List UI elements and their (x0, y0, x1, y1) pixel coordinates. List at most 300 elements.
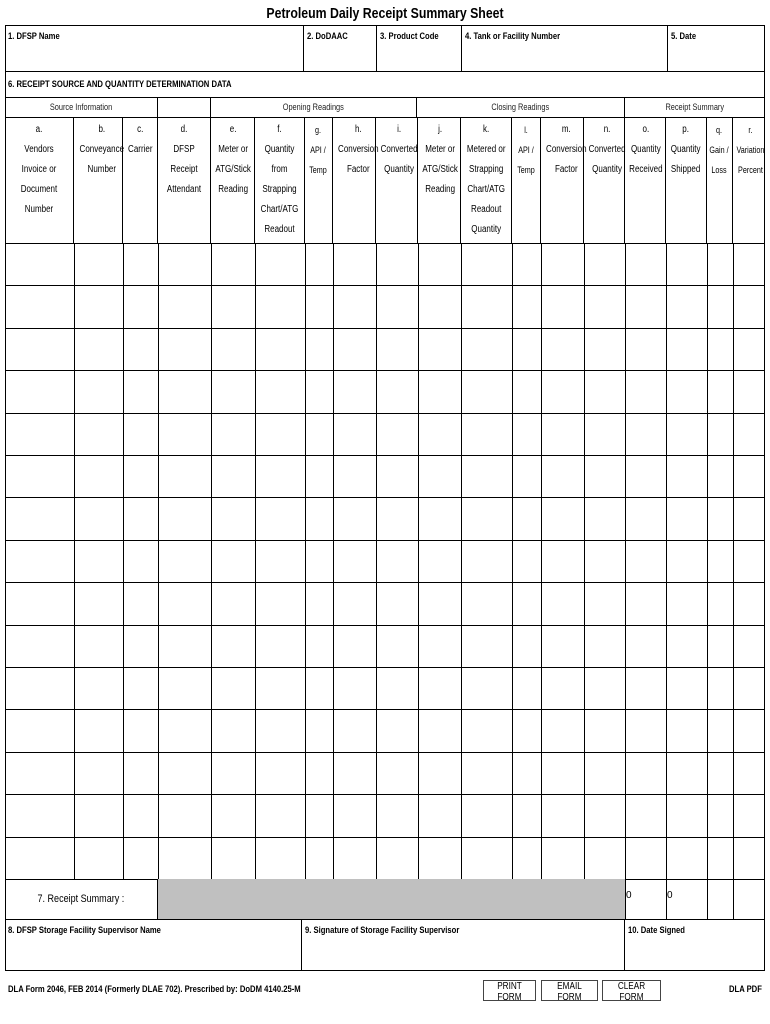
cell-c[interactable] (123, 752, 158, 794)
cell-b[interactable] (74, 837, 123, 879)
cell-n[interactable] (584, 794, 625, 836)
cell-m[interactable] (541, 413, 584, 455)
cell-a[interactable] (5, 709, 74, 751)
cell-f[interactable] (255, 582, 305, 624)
cell-r[interactable] (733, 243, 765, 285)
cell-f[interactable] (255, 413, 305, 455)
receipt-summary-received[interactable]: 0 (626, 890, 632, 901)
cell-n[interactable] (584, 370, 625, 412)
cell-q[interactable] (707, 540, 733, 582)
cell-d[interactable] (158, 837, 211, 879)
cell-k[interactable] (461, 370, 512, 412)
cell-h[interactable] (333, 285, 376, 327)
cell-c[interactable] (123, 582, 158, 624)
cell-e[interactable] (211, 540, 255, 582)
supervisor-name-field[interactable] (5, 919, 302, 971)
cell-i[interactable] (376, 370, 418, 412)
cell-o[interactable] (625, 413, 666, 455)
cell-l[interactable] (512, 497, 541, 539)
cell-f[interactable] (255, 709, 305, 751)
cell-e[interactable] (211, 582, 255, 624)
print-form-button[interactable]: PRINT FORM (483, 980, 536, 1001)
cell-l[interactable] (512, 370, 541, 412)
cell-c[interactable] (123, 837, 158, 879)
cell-h[interactable] (333, 328, 376, 370)
cell-p[interactable] (666, 752, 707, 794)
cell-j[interactable] (418, 328, 461, 370)
cell-k[interactable] (461, 794, 512, 836)
cell-b[interactable] (74, 752, 123, 794)
cell-i[interactable] (376, 752, 418, 794)
cell-c[interactable] (123, 370, 158, 412)
cell-e[interactable] (211, 752, 255, 794)
cell-j[interactable] (418, 370, 461, 412)
cell-i[interactable] (376, 625, 418, 667)
cell-b[interactable] (74, 582, 123, 624)
cell-i[interactable] (376, 497, 418, 539)
cell-r[interactable] (733, 667, 765, 709)
cell-l[interactable] (512, 285, 541, 327)
cell-i[interactable] (376, 540, 418, 582)
cell-p[interactable] (666, 285, 707, 327)
cell-q[interactable] (707, 837, 733, 879)
cell-i[interactable] (376, 582, 418, 624)
cell-c[interactable] (123, 667, 158, 709)
cell-h[interactable] (333, 709, 376, 751)
cell-m[interactable] (541, 709, 584, 751)
receipt-summary-shipped[interactable]: 0 (667, 890, 673, 901)
cell-n[interactable] (584, 413, 625, 455)
cell-j[interactable] (418, 285, 461, 327)
cell-j[interactable] (418, 540, 461, 582)
cell-g[interactable] (305, 625, 333, 667)
cell-g[interactable] (305, 285, 333, 327)
cell-o[interactable] (625, 540, 666, 582)
cell-b[interactable] (74, 243, 123, 285)
cell-f[interactable] (255, 285, 305, 327)
cell-p[interactable] (666, 667, 707, 709)
cell-o[interactable] (625, 794, 666, 836)
cell-p[interactable] (666, 794, 707, 836)
cell-l[interactable] (512, 667, 541, 709)
cell-i[interactable] (376, 709, 418, 751)
cell-f[interactable] (255, 837, 305, 879)
cell-d[interactable] (158, 540, 211, 582)
column-divider (333, 243, 334, 879)
cell-f[interactable] (255, 625, 305, 667)
cell-l[interactable] (512, 413, 541, 455)
cell-o[interactable] (625, 455, 666, 497)
cell-o[interactable] (625, 625, 666, 667)
cell-m[interactable] (541, 625, 584, 667)
cell-i[interactable] (376, 667, 418, 709)
cell-i[interactable] (376, 328, 418, 370)
cell-e[interactable] (211, 328, 255, 370)
cell-c[interactable] (123, 328, 158, 370)
dfsp-name-label: 1. DFSP Name (8, 31, 60, 41)
cell-o[interactable] (625, 667, 666, 709)
cell-l[interactable] (512, 794, 541, 836)
cell-p[interactable] (666, 413, 707, 455)
column-divider (305, 243, 306, 879)
dodaac-field[interactable] (304, 25, 377, 71)
cell-e[interactable] (211, 243, 255, 285)
cell-j[interactable] (418, 413, 461, 455)
cell-c[interactable] (123, 455, 158, 497)
cell-m[interactable] (541, 285, 584, 327)
cell-q[interactable] (707, 455, 733, 497)
cell-l[interactable] (512, 625, 541, 667)
cell-d[interactable] (158, 328, 211, 370)
column-header-label: c. Carrier (127, 124, 153, 155)
cell-n[interactable] (584, 497, 625, 539)
cell-d[interactable] (158, 455, 211, 497)
cell-b[interactable] (74, 370, 123, 412)
cell-h[interactable] (333, 794, 376, 836)
column-divider (461, 243, 462, 879)
cell-i[interactable] (376, 285, 418, 327)
cell-a[interactable] (5, 243, 74, 285)
cell-g[interactable] (305, 370, 333, 412)
cell-o[interactable] (625, 709, 666, 751)
cell-k[interactable] (461, 540, 512, 582)
cell-c[interactable] (123, 243, 158, 285)
cell-o[interactable] (625, 328, 666, 370)
cell-r[interactable] (733, 625, 765, 667)
cell-p[interactable] (666, 540, 707, 582)
cell-f[interactable] (255, 540, 305, 582)
cell-q[interactable] (707, 794, 733, 836)
cell-k[interactable] (461, 243, 512, 285)
cell-f[interactable] (255, 752, 305, 794)
cell-p[interactable] (666, 625, 707, 667)
cell-h[interactable] (333, 625, 376, 667)
cell-m[interactable] (541, 582, 584, 624)
cell-d[interactable] (158, 582, 211, 624)
cell-h[interactable] (333, 497, 376, 539)
cell-n[interactable] (584, 709, 625, 751)
cell-b[interactable] (74, 540, 123, 582)
cell-f[interactable] (255, 243, 305, 285)
cell-g[interactable] (305, 497, 333, 539)
cell-q[interactable] (707, 625, 733, 667)
cell-q[interactable] (707, 328, 733, 370)
cell-k[interactable] (461, 625, 512, 667)
cell-n[interactable] (584, 752, 625, 794)
cell-h[interactable] (333, 540, 376, 582)
cell-e[interactable] (211, 837, 255, 879)
cell-r[interactable] (733, 413, 765, 455)
cell-d[interactable] (158, 667, 211, 709)
cell-i[interactable] (376, 455, 418, 497)
cell-b[interactable] (74, 794, 123, 836)
cell-f[interactable] (255, 667, 305, 709)
cell-b[interactable] (74, 328, 123, 370)
cell-n[interactable] (584, 540, 625, 582)
cell-j[interactable] (418, 709, 461, 751)
cell-q[interactable] (707, 413, 733, 455)
cell-d[interactable] (158, 243, 211, 285)
cell-b[interactable] (74, 625, 123, 667)
cell-k[interactable] (461, 328, 512, 370)
cell-o[interactable] (625, 243, 666, 285)
cell-i[interactable] (376, 837, 418, 879)
cell-a[interactable] (5, 794, 74, 836)
cell-p[interactable] (666, 497, 707, 539)
cell-e[interactable] (211, 497, 255, 539)
cell-f[interactable] (255, 794, 305, 836)
cell-j[interactable] (418, 625, 461, 667)
cell-f[interactable] (255, 497, 305, 539)
cell-d[interactable] (158, 370, 211, 412)
cell-c[interactable] (123, 625, 158, 667)
cell-e[interactable] (211, 625, 255, 667)
cell-k[interactable] (461, 455, 512, 497)
cell-k[interactable] (461, 752, 512, 794)
cell-e[interactable] (211, 794, 255, 836)
cell-g[interactable] (305, 413, 333, 455)
cell-h[interactable] (333, 837, 376, 879)
cell-r[interactable] (733, 370, 765, 412)
cell-g[interactable] (305, 794, 333, 836)
cell-l[interactable] (512, 752, 541, 794)
cell-q[interactable] (707, 285, 733, 327)
cell-m[interactable] (541, 752, 584, 794)
cell-q[interactable] (707, 497, 733, 539)
cell-a[interactable] (5, 328, 74, 370)
cell-k[interactable] (461, 285, 512, 327)
cell-r[interactable] (733, 540, 765, 582)
cell-k[interactable] (461, 582, 512, 624)
cell-a[interactable] (5, 497, 74, 539)
cell-g[interactable] (305, 837, 333, 879)
cell-j[interactable] (418, 752, 461, 794)
cell-a[interactable] (5, 625, 74, 667)
cell-p[interactable] (666, 243, 707, 285)
cell-r[interactable] (733, 455, 765, 497)
cell-h[interactable] (333, 752, 376, 794)
cell-l[interactable] (512, 540, 541, 582)
cell-m[interactable] (541, 540, 584, 582)
cell-e[interactable] (211, 709, 255, 751)
cell-l[interactable] (512, 328, 541, 370)
cell-b[interactable] (74, 667, 123, 709)
cell-b[interactable] (74, 455, 123, 497)
cell-m[interactable] (541, 328, 584, 370)
cell-a[interactable] (5, 370, 74, 412)
cell-p[interactable] (666, 455, 707, 497)
cell-j[interactable] (418, 582, 461, 624)
column-divider (158, 243, 159, 879)
column-divider (625, 243, 626, 879)
cell-g[interactable] (305, 328, 333, 370)
cell-r[interactable] (733, 582, 765, 624)
cell-d[interactable] (158, 709, 211, 751)
cell-m[interactable] (541, 794, 584, 836)
dfsp-name-field[interactable] (5, 25, 304, 71)
cell-m[interactable] (541, 837, 584, 879)
tank-facility-field[interactable] (462, 25, 668, 71)
cell-c[interactable] (123, 285, 158, 327)
cell-p[interactable] (666, 837, 707, 879)
cell-n[interactable] (584, 328, 625, 370)
cell-i[interactable] (376, 243, 418, 285)
cell-o[interactable] (625, 285, 666, 327)
row-divider (5, 285, 765, 286)
table-row (5, 413, 765, 455)
cell-c[interactable] (123, 794, 158, 836)
cell-k[interactable] (461, 497, 512, 539)
cell-e[interactable] (211, 285, 255, 327)
cell-c[interactable] (123, 540, 158, 582)
column-header-label: r. Variation Percent (736, 125, 765, 175)
cell-l[interactable] (512, 582, 541, 624)
clear-form-button[interactable]: CLEAR FORM (602, 980, 661, 1001)
cell-d[interactable] (158, 794, 211, 836)
cell-r[interactable] (733, 285, 765, 327)
cell-h[interactable] (333, 582, 376, 624)
cell-q[interactable] (707, 243, 733, 285)
cell-l[interactable] (512, 837, 541, 879)
cell-a[interactable] (5, 582, 74, 624)
cell-b[interactable] (74, 285, 123, 327)
cell-d[interactable] (158, 497, 211, 539)
cell-q[interactable] (707, 752, 733, 794)
cell-d[interactable] (158, 752, 211, 794)
cell-n[interactable] (584, 667, 625, 709)
cell-d[interactable] (158, 413, 211, 455)
supervisor-signature-field[interactable] (302, 919, 625, 971)
cell-r[interactable] (733, 328, 765, 370)
cell-b[interactable] (74, 709, 123, 751)
cell-m[interactable] (541, 370, 584, 412)
cell-d[interactable] (158, 285, 211, 327)
cell-r[interactable] (733, 709, 765, 751)
cell-e[interactable] (211, 413, 255, 455)
cell-p[interactable] (666, 582, 707, 624)
table-row (5, 285, 765, 327)
cell-k[interactable] (461, 413, 512, 455)
cell-a[interactable] (5, 540, 74, 582)
product-code-field[interactable] (377, 25, 462, 71)
cell-h[interactable] (333, 667, 376, 709)
cell-g[interactable] (305, 582, 333, 624)
cell-h[interactable] (333, 243, 376, 285)
cell-m[interactable] (541, 243, 584, 285)
cell-g[interactable] (305, 667, 333, 709)
column-header-f (255, 117, 305, 243)
cell-e[interactable] (211, 455, 255, 497)
cell-g[interactable] (305, 455, 333, 497)
cell-f[interactable] (255, 455, 305, 497)
cell-n[interactable] (584, 285, 625, 327)
cell-j[interactable] (418, 243, 461, 285)
cell-j[interactable] (418, 455, 461, 497)
cell-p[interactable] (666, 370, 707, 412)
cell-d[interactable] (158, 625, 211, 667)
cell-i[interactable] (376, 794, 418, 836)
cell-m[interactable] (541, 497, 584, 539)
cell-j[interactable] (418, 837, 461, 879)
cell-c[interactable] (123, 413, 158, 455)
table-row (5, 837, 765, 879)
cell-e[interactable] (211, 667, 255, 709)
cell-b[interactable] (74, 497, 123, 539)
cell-a[interactable] (5, 837, 74, 879)
cell-k[interactable] (461, 709, 512, 751)
cell-a[interactable] (5, 413, 74, 455)
cell-n[interactable] (584, 582, 625, 624)
cell-j[interactable] (418, 667, 461, 709)
cell-g[interactable] (305, 709, 333, 751)
cell-a[interactable] (5, 752, 74, 794)
column-header-l (512, 117, 541, 243)
column-header-label: b. Conveyance Number (79, 124, 125, 175)
cell-g[interactable] (305, 752, 333, 794)
cell-o[interactable] (625, 582, 666, 624)
cell-n[interactable] (584, 837, 625, 879)
cell-a[interactable] (5, 285, 74, 327)
cell-l[interactable] (512, 243, 541, 285)
cell-m[interactable] (541, 455, 584, 497)
cell-q[interactable] (707, 667, 733, 709)
cell-n[interactable] (584, 243, 625, 285)
cell-o[interactable] (625, 837, 666, 879)
cell-m[interactable] (541, 667, 584, 709)
cell-i[interactable] (376, 413, 418, 455)
cell-g[interactable] (305, 540, 333, 582)
cell-q[interactable] (707, 370, 733, 412)
cell-h[interactable] (333, 370, 376, 412)
cell-c[interactable] (123, 497, 158, 539)
cell-r[interactable] (733, 752, 765, 794)
cell-f[interactable] (255, 370, 305, 412)
cell-j[interactable] (418, 497, 461, 539)
cell-a[interactable] (5, 455, 74, 497)
cell-g[interactable] (305, 243, 333, 285)
cell-k[interactable] (461, 837, 512, 879)
cell-o[interactable] (625, 370, 666, 412)
cell-r[interactable] (733, 794, 765, 836)
cell-b[interactable] (74, 413, 123, 455)
cell-f[interactable] (255, 328, 305, 370)
cell-c[interactable] (123, 709, 158, 751)
cell-k[interactable] (461, 667, 512, 709)
divider (707, 879, 708, 919)
cell-p[interactable] (666, 328, 707, 370)
cell-r[interactable] (733, 837, 765, 879)
cell-n[interactable] (584, 625, 625, 667)
cell-o[interactable] (625, 752, 666, 794)
product-code-label: 3. Product Code (380, 31, 439, 41)
cell-h[interactable] (333, 455, 376, 497)
email-form-button[interactable]: EMAIL FORM (541, 980, 598, 1001)
cell-l[interactable] (512, 455, 541, 497)
cell-q[interactable] (707, 709, 733, 751)
cell-p[interactable] (666, 709, 707, 751)
cell-j[interactable] (418, 794, 461, 836)
date-signed-field[interactable] (625, 919, 765, 971)
cell-l[interactable] (512, 709, 541, 751)
cell-a[interactable] (5, 667, 74, 709)
cell-n[interactable] (584, 455, 625, 497)
cell-e[interactable] (211, 370, 255, 412)
cell-o[interactable] (625, 497, 666, 539)
date-field[interactable] (668, 25, 765, 71)
cell-r[interactable] (733, 497, 765, 539)
cell-h[interactable] (333, 413, 376, 455)
cell-q[interactable] (707, 582, 733, 624)
